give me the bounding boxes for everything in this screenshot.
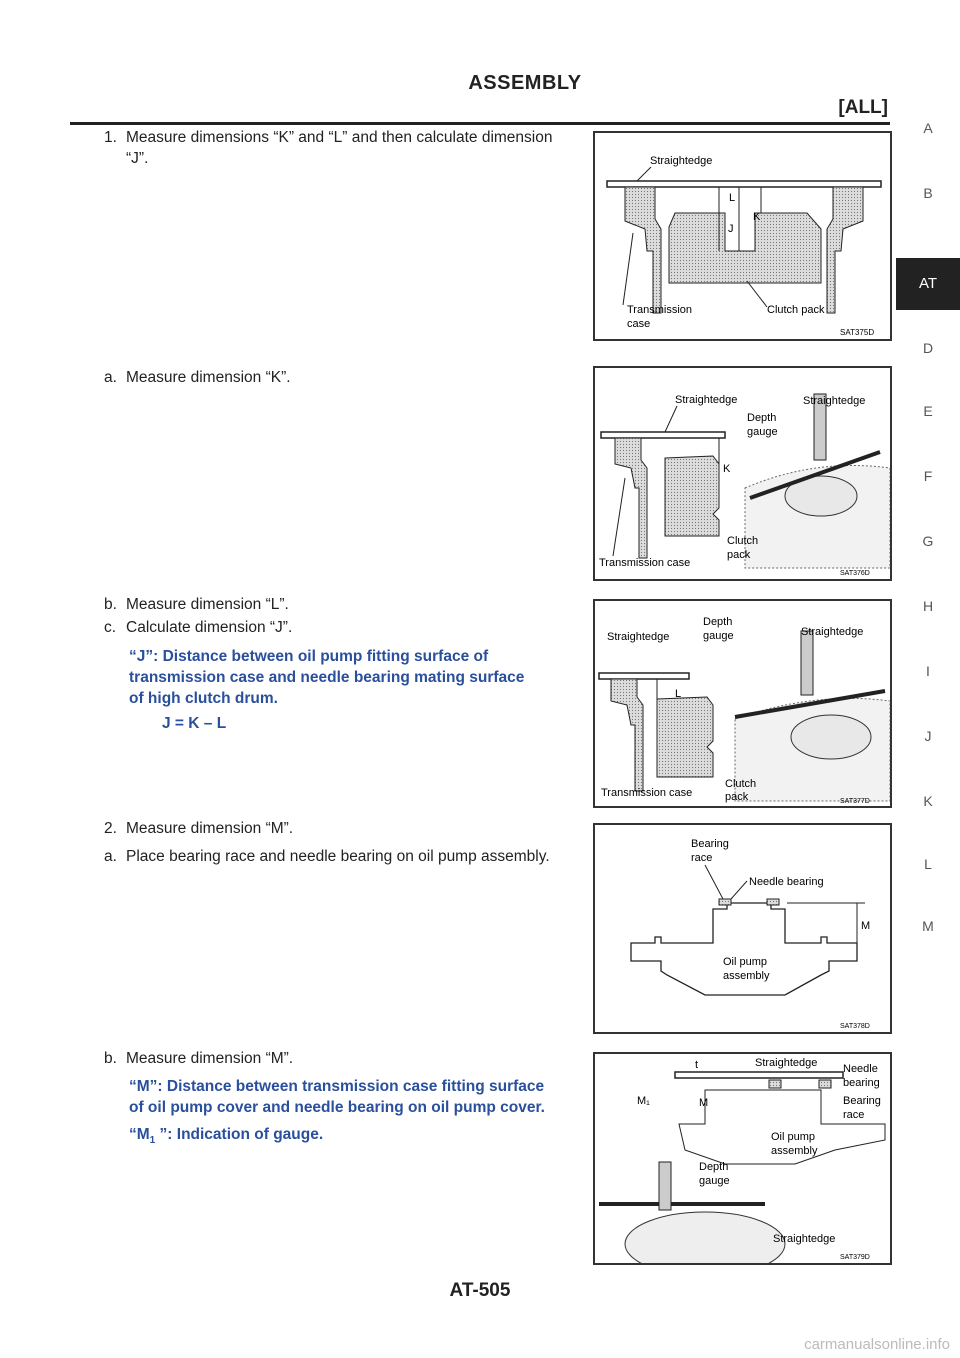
fig5-label-race-2: race	[843, 1109, 865, 1121]
fig3-label-straightedge-2: Straightedge	[801, 626, 864, 638]
fig1-label-straightedge: Straightedge	[650, 155, 713, 167]
figure-3-drawing	[595, 601, 890, 806]
fig1-label-k: K	[753, 211, 761, 223]
spec-m	[129, 1076, 584, 1151]
fig4-code: SAT378D	[840, 1023, 870, 1030]
fig1-label-case-1: Transmission	[627, 304, 692, 316]
fig3-label-l: L	[675, 688, 682, 700]
watermark: carmanualsonline.info	[804, 1336, 950, 1353]
figure-5	[593, 1052, 892, 1265]
fig5-label-depth-1: Depth	[699, 1161, 729, 1173]
fig2-label-clutch-1: Clutch	[727, 535, 759, 547]
formula: J = K – L	[162, 715, 227, 732]
figure-4-drawing	[595, 825, 890, 1032]
figure-5-drawing	[595, 1054, 890, 1263]
fig3-label-straightedge: Straightedge	[607, 631, 670, 643]
fig5-label-needle-2: bearing	[843, 1077, 880, 1089]
spec-m-line-1: “M”: Distance between transmission case fitting surface	[129, 1078, 545, 1095]
fig4-label-race-1: Bearing	[691, 838, 729, 850]
fig3-code: SAT377D	[840, 798, 870, 805]
fig4-label-m: M	[861, 920, 871, 932]
tab-a[interactable]: A	[923, 120, 933, 136]
spec-m1-b: ”: Indication of gauge.	[155, 1126, 324, 1143]
fig2-label-depth-1: Depth	[747, 412, 777, 424]
step-1c-text: Calculate dimension “J”.	[126, 619, 293, 636]
fig5-label-straightedge: Straightedge	[755, 1057, 818, 1069]
fig4-label-pump-1: Oil pump	[723, 956, 768, 968]
fig5-label-straightedge-2: Straightedge	[773, 1233, 836, 1245]
fig3-label-clutch-1: Clutch	[725, 778, 757, 790]
step-1c-number: c.	[104, 619, 117, 636]
step-1-cont: “J”.	[126, 150, 149, 167]
fig1-label-clutch: Clutch pack	[767, 304, 825, 316]
fig2-label-case: Transmission case	[599, 557, 691, 569]
spec-j-line-1: “J”: Distance between oil pump fitting surface of	[129, 648, 489, 665]
step-2-text: Measure dimension “M”.	[126, 820, 294, 837]
tab-at[interactable]: AT	[896, 258, 960, 310]
fig2-code: SAT376D	[840, 570, 870, 577]
tab-m[interactable]: M	[922, 918, 934, 934]
fig1-label-j: J	[728, 223, 734, 235]
tab-g[interactable]: G	[922, 533, 934, 549]
fig5-code: SAT379D	[840, 1254, 870, 1261]
fig4-label-pump-2: assembly	[723, 970, 770, 982]
tab-e[interactable]: E	[923, 403, 933, 419]
fig2-label-straightedge-2: Straightedge	[803, 395, 866, 407]
figure-3	[593, 599, 892, 808]
step-1-number: 1.	[104, 129, 117, 146]
tab-d[interactable]: D	[922, 340, 934, 356]
step-2b-text: Measure dimension “M”.	[126, 1050, 294, 1067]
spec-m1-a: “M	[129, 1126, 150, 1143]
spec-m1-sub: 1	[149, 1135, 156, 1147]
step-2-number: 2.	[104, 820, 117, 837]
tab-f[interactable]: F	[923, 468, 933, 484]
step-2b	[104, 1048, 579, 1069]
figure-2	[593, 366, 892, 581]
page-title: ASSEMBLY	[468, 72, 582, 94]
fig5-label-m: M	[699, 1097, 709, 1109]
fig2-label-clutch-2: pack	[727, 549, 751, 561]
fig3-label-depth-1: Depth	[703, 616, 733, 628]
spec-m-line-2: of oil pump cover and needle bearing on oil pump cover.	[129, 1099, 545, 1116]
step-2a-number: a.	[104, 848, 117, 865]
fig5-label-m1: M₁	[637, 1095, 650, 1107]
tab-j[interactable]: J	[924, 728, 932, 744]
spec-m1	[129, 1124, 584, 1151]
step-1-text: Measure dimensions “K” and “L” and then calculate dimension	[126, 129, 553, 146]
step-1a-number: a.	[104, 369, 117, 386]
fig4-label-race-2: race	[691, 852, 713, 864]
step-1a-text: Measure dimension “K”.	[126, 369, 291, 386]
fig5-label-pump-1: Oil pump	[771, 1131, 816, 1143]
spec-j-line-3: of high clutch drum.	[129, 690, 278, 707]
page-subtitle: [ALL]	[838, 97, 888, 118]
step-2a-text: Place bearing race and needle bearing on oil pump assembly.	[126, 848, 550, 865]
fig5-label-race-1: Bearing	[843, 1095, 881, 1107]
tab-h[interactable]: H	[922, 598, 934, 614]
step-1a	[104, 367, 579, 388]
step-1b-text: Measure dimension “L”.	[126, 596, 289, 613]
figure-4	[593, 823, 892, 1034]
tab-l[interactable]: L	[924, 856, 932, 872]
fig1-label-case-2: case	[627, 318, 651, 330]
spec-j	[129, 646, 584, 734]
fig4-label-needle: Needle bearing	[749, 876, 824, 888]
tab-i[interactable]: I	[926, 663, 930, 679]
fig5-label-t: t	[695, 1059, 699, 1071]
fig5-label-pump-2: assembly	[771, 1145, 818, 1157]
tab-k[interactable]: K	[923, 793, 933, 809]
step-1c	[104, 617, 579, 638]
fig5-label-depth-2: gauge	[699, 1175, 730, 1187]
tab-b[interactable]: B	[923, 185, 933, 201]
figure-1-drawing	[595, 133, 890, 339]
figure-1	[593, 131, 892, 341]
step-2a	[104, 846, 579, 867]
fig2-label-depth-2: gauge	[747, 426, 778, 438]
fig1-code: SAT375D	[840, 328, 875, 337]
spec-j-line-2: transmission case and needle bearing mating surface	[129, 669, 525, 686]
step-1b-number: b.	[104, 596, 117, 613]
fig3-label-depth-2: gauge	[703, 630, 734, 642]
fig2-label-k: K	[723, 463, 731, 475]
step-2b-number: b.	[104, 1050, 117, 1067]
fig3-label-case: Transmission case	[601, 787, 693, 799]
header-rule	[70, 122, 890, 125]
fig1-label-l: L	[729, 192, 736, 204]
fig3-label-clutch-2: pack	[725, 791, 749, 803]
figure-2-drawing	[595, 368, 890, 579]
fig2-label-straightedge: Straightedge	[675, 394, 738, 406]
fig5-label-needle-1: Needle	[843, 1063, 878, 1075]
page-number: AT-505	[449, 1280, 511, 1301]
step-2	[104, 818, 579, 839]
step-1b	[104, 594, 579, 615]
step-1	[104, 127, 579, 169]
